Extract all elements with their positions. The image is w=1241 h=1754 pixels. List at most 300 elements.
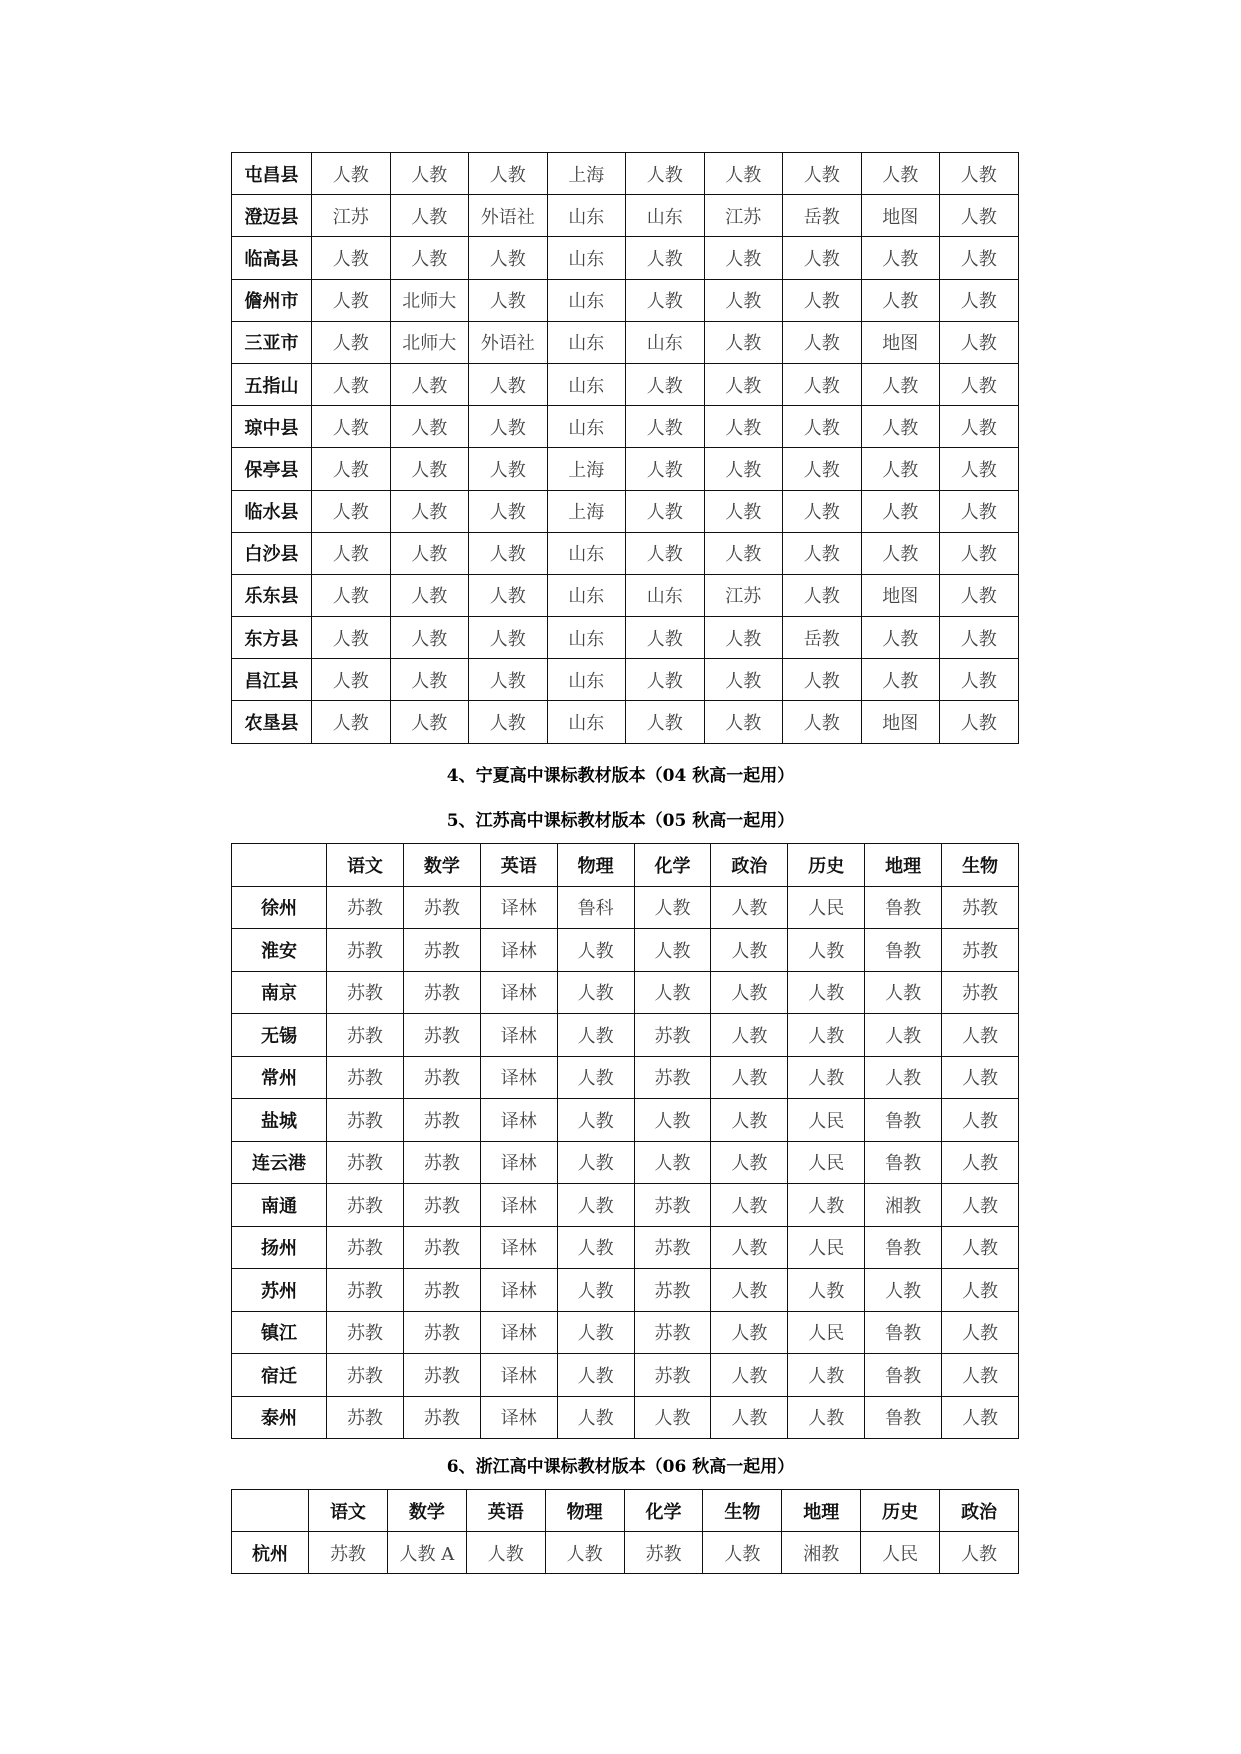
textbook-version-cell: 人教 <box>861 363 940 405</box>
section-heading-ningxia: 4、宁夏高中课标教材版本（04 秋高一起用） <box>446 766 795 786</box>
region-cell: 东方县 <box>232 617 312 659</box>
textbook-version-cell: 人教 <box>861 490 940 532</box>
textbook-version-cell: 鲁教 <box>865 1311 942 1354</box>
textbook-version-cell: 人民 <box>861 1532 940 1574</box>
textbook-version-cell: 人教 <box>788 1056 865 1099</box>
textbook-version-cell: 人教 <box>390 574 469 616</box>
table-row <box>232 971 1019 1014</box>
textbook-version-cell: 人教 <box>390 153 469 195</box>
textbook-version-cell: 人教 <box>783 532 862 574</box>
textbook-version-cell: 人民 <box>788 1311 865 1354</box>
textbook-version-cell: 山东 <box>547 237 626 279</box>
textbook-version-cell: 人教 <box>704 532 783 574</box>
textbook-version-cell: 译林 <box>480 971 557 1014</box>
textbook-version-cell: 人教 <box>469 153 548 195</box>
textbook-version-cell: 人教 <box>704 279 783 321</box>
table-row <box>232 1184 1019 1227</box>
region-cell: 保亭县 <box>232 448 312 490</box>
table-row <box>232 321 1019 363</box>
textbook-version-cell: 人教 <box>557 1184 634 1227</box>
region-cell: 淮安 <box>232 929 327 972</box>
textbook-version-cell: 人教 <box>788 1014 865 1057</box>
table-header-row <box>232 844 1019 887</box>
subject-header-cell: 物理 <box>545 1490 624 1532</box>
textbook-version-cell: 人教 <box>861 532 940 574</box>
table-row <box>232 448 1019 490</box>
textbook-version-cell: 人教 <box>861 448 940 490</box>
subject-header-cell: 生物 <box>703 1490 782 1532</box>
region-cell: 农垦县 <box>232 701 312 743</box>
textbook-version-cell: 人教 <box>634 1396 711 1439</box>
table-row <box>232 1532 1019 1574</box>
subject-header-cell: 历史 <box>861 1490 940 1532</box>
textbook-version-cell: 地图 <box>861 195 940 237</box>
subject-header-cell: 语文 <box>327 844 404 887</box>
textbook-version-cell: 苏教 <box>327 1311 404 1354</box>
textbook-version-cell: 人教 <box>390 617 469 659</box>
textbook-version-cell: 苏教 <box>634 1184 711 1227</box>
textbook-version-cell: 人教 <box>711 1396 788 1439</box>
textbook-version-cell: 人教 <box>940 490 1019 532</box>
textbook-version-cell: 译林 <box>480 1311 557 1354</box>
textbook-version-cell: 苏教 <box>403 1099 480 1142</box>
region-cell: 屯昌县 <box>232 153 312 195</box>
textbook-version-cell: 地图 <box>861 701 940 743</box>
textbook-version-cell: 人教 <box>312 617 391 659</box>
textbook-version-cell: 山东 <box>547 363 626 405</box>
table-row <box>232 237 1019 279</box>
textbook-version-cell: 人教 <box>783 659 862 701</box>
textbook-version-cell: 人教 <box>312 153 391 195</box>
region-cell: 镇江 <box>232 1311 327 1354</box>
textbook-version-cell: 译林 <box>480 1269 557 1312</box>
textbook-version-cell: 人教 <box>390 701 469 743</box>
textbook-version-cell: 人教 <box>788 971 865 1014</box>
table-row <box>232 363 1019 405</box>
textbook-version-cell: 人教 <box>312 279 391 321</box>
textbook-version-cell: 人教 <box>634 1099 711 1142</box>
textbook-version-cell: 人教 <box>940 448 1019 490</box>
table-row <box>232 1311 1019 1354</box>
textbook-version-cell: 人教 <box>634 886 711 929</box>
table-row <box>232 617 1019 659</box>
table-row <box>232 1396 1019 1439</box>
region-cell: 泰州 <box>232 1396 327 1439</box>
textbook-version-cell: 人教 <box>711 1014 788 1057</box>
textbook-version-cell: 人教 <box>557 1354 634 1397</box>
textbook-version-cell: 鲁教 <box>865 1226 942 1269</box>
textbook-version-cell: 人教 <box>312 490 391 532</box>
textbook-version-cell: 人教 <box>711 1184 788 1227</box>
textbook-version-cell: 人教 <box>711 1354 788 1397</box>
textbook-version-cell: 人教 <box>626 153 705 195</box>
textbook-version-cell: 人教 <box>788 1354 865 1397</box>
textbook-version-cell: 人教 <box>704 406 783 448</box>
textbook-version-cell: 人教 <box>940 532 1019 574</box>
textbook-version-cell: 人教 A <box>387 1532 466 1574</box>
textbook-version-cell: 苏教 <box>327 1141 404 1184</box>
textbook-version-cell: 人教 <box>861 406 940 448</box>
textbook-version-cell: 人教 <box>626 532 705 574</box>
textbook-version-cell: 鲁教 <box>865 1396 942 1439</box>
subject-header-cell: 历史 <box>788 844 865 887</box>
textbook-version-cell: 人教 <box>469 490 548 532</box>
textbook-version-cell: 人教 <box>940 363 1019 405</box>
textbook-version-cell: 人教 <box>711 1141 788 1184</box>
region-cell: 南通 <box>232 1184 327 1227</box>
textbook-version-cell: 苏教 <box>327 1056 404 1099</box>
textbook-version-cell: 人教 <box>942 1311 1019 1354</box>
textbook-version-cell: 人教 <box>704 321 783 363</box>
textbook-version-cell: 人教 <box>942 1269 1019 1312</box>
textbook-version-cell: 苏教 <box>309 1532 388 1574</box>
textbook-version-cell: 苏教 <box>327 886 404 929</box>
textbook-version-cell: 人教 <box>469 237 548 279</box>
textbook-version-cell: 人教 <box>626 406 705 448</box>
textbook-version-cell: 人教 <box>469 406 548 448</box>
textbook-version-cell: 人教 <box>704 153 783 195</box>
textbook-version-cell: 山东 <box>547 532 626 574</box>
textbook-version-cell: 人教 <box>469 574 548 616</box>
textbook-version-cell: 人教 <box>626 490 705 532</box>
textbook-version-cell: 人教 <box>626 617 705 659</box>
textbook-version-cell: 人教 <box>783 363 862 405</box>
textbook-version-cell: 人教 <box>557 971 634 1014</box>
textbook-version-cell: 人教 <box>469 279 548 321</box>
region-cell: 苏州 <box>232 1269 327 1312</box>
textbook-version-cell: 人教 <box>557 929 634 972</box>
region-cell: 临水县 <box>232 490 312 532</box>
textbook-version-cell: 苏教 <box>327 1396 404 1439</box>
table-row <box>232 153 1019 195</box>
hainan-textbook-table <box>231 152 1019 744</box>
table-row <box>232 574 1019 616</box>
textbook-version-cell: 人教 <box>557 1014 634 1057</box>
table-row <box>232 1014 1019 1057</box>
textbook-version-cell: 人教 <box>783 406 862 448</box>
region-cell: 杭州 <box>232 1532 309 1574</box>
textbook-version-cell: 苏教 <box>634 1311 711 1354</box>
textbook-version-cell: 译林 <box>480 1099 557 1142</box>
subject-header-cell: 英语 <box>466 1490 545 1532</box>
textbook-version-cell: 人教 <box>942 1099 1019 1142</box>
section-heading-jiangsu: 5、江苏高中课标教材版本（05 秋高一起用） <box>446 811 795 831</box>
region-cell: 无锡 <box>232 1014 327 1057</box>
textbook-version-cell: 人教 <box>942 1014 1019 1057</box>
textbook-version-cell: 鲁教 <box>865 929 942 972</box>
textbook-version-cell: 苏教 <box>403 1056 480 1099</box>
region-cell: 南京 <box>232 971 327 1014</box>
textbook-version-cell: 苏教 <box>634 1014 711 1057</box>
textbook-version-cell: 人教 <box>390 448 469 490</box>
textbook-version-cell: 人教 <box>703 1532 782 1574</box>
textbook-version-cell: 人教 <box>469 448 548 490</box>
textbook-version-cell: 人教 <box>626 659 705 701</box>
textbook-version-cell: 译林 <box>480 929 557 972</box>
table-row <box>232 406 1019 448</box>
subject-header-cell: 政治 <box>940 1490 1019 1532</box>
textbook-version-cell: 苏教 <box>403 1396 480 1439</box>
textbook-version-cell: 人民 <box>788 1099 865 1142</box>
table-row <box>232 1226 1019 1269</box>
table-row <box>232 195 1019 237</box>
textbook-version-cell: 江苏 <box>312 195 391 237</box>
textbook-version-cell: 人教 <box>390 237 469 279</box>
textbook-version-cell: 人教 <box>942 1226 1019 1269</box>
textbook-version-cell: 人教 <box>469 617 548 659</box>
textbook-version-cell: 人教 <box>466 1532 545 1574</box>
subject-header-cell: 语文 <box>309 1490 388 1532</box>
textbook-version-cell: 人民 <box>788 1226 865 1269</box>
textbook-version-cell: 苏教 <box>942 886 1019 929</box>
subject-header-cell: 地理 <box>782 1490 861 1532</box>
textbook-version-cell: 人教 <box>940 1532 1019 1574</box>
textbook-version-cell: 人教 <box>940 279 1019 321</box>
textbook-version-cell: 人教 <box>711 1226 788 1269</box>
table-row <box>232 1141 1019 1184</box>
subject-header-cell: 生物 <box>942 844 1019 887</box>
textbook-version-cell: 外语社 <box>469 195 548 237</box>
textbook-version-cell: 人教 <box>788 1184 865 1227</box>
textbook-version-cell: 译林 <box>480 1184 557 1227</box>
textbook-version-cell: 人教 <box>312 448 391 490</box>
textbook-version-cell: 人教 <box>942 1354 1019 1397</box>
textbook-version-cell: 人民 <box>788 886 865 929</box>
textbook-version-cell: 人教 <box>557 1141 634 1184</box>
textbook-version-cell: 人教 <box>940 237 1019 279</box>
region-cell: 徐州 <box>232 886 327 929</box>
textbook-version-cell: 苏教 <box>403 1014 480 1057</box>
textbook-version-cell: 人教 <box>940 406 1019 448</box>
textbook-version-cell: 人教 <box>312 237 391 279</box>
region-cell: 宿迁 <box>232 1354 327 1397</box>
textbook-version-cell: 人教 <box>557 1269 634 1312</box>
table-row <box>232 279 1019 321</box>
textbook-version-cell: 人教 <box>788 1396 865 1439</box>
table-row <box>232 701 1019 743</box>
textbook-version-cell: 上海 <box>547 490 626 532</box>
zhejiang-textbook-table <box>231 1489 1019 1574</box>
textbook-version-cell: 外语社 <box>469 321 548 363</box>
table-row <box>232 532 1019 574</box>
textbook-version-cell: 苏教 <box>327 1226 404 1269</box>
textbook-version-cell: 人教 <box>783 574 862 616</box>
textbook-version-cell: 苏教 <box>327 971 404 1014</box>
textbook-version-cell: 人教 <box>469 363 548 405</box>
textbook-version-cell: 人教 <box>861 659 940 701</box>
subject-header-cell: 数学 <box>403 844 480 887</box>
textbook-version-cell: 人教 <box>865 1269 942 1312</box>
textbook-version-cell: 鲁科 <box>557 886 634 929</box>
textbook-version-cell: 人教 <box>704 701 783 743</box>
textbook-version-cell: 人教 <box>783 321 862 363</box>
textbook-version-cell: 人教 <box>942 1056 1019 1099</box>
textbook-version-cell: 人教 <box>940 321 1019 363</box>
textbook-version-cell: 北师大 <box>390 279 469 321</box>
textbook-version-cell: 人教 <box>704 490 783 532</box>
textbook-version-cell: 人教 <box>704 448 783 490</box>
textbook-version-cell: 译林 <box>480 1014 557 1057</box>
subject-header-cell: 政治 <box>711 844 788 887</box>
subject-header-cell: 英语 <box>480 844 557 887</box>
textbook-version-cell: 山东 <box>547 659 626 701</box>
textbook-version-cell: 人教 <box>557 1396 634 1439</box>
textbook-version-cell: 人教 <box>469 659 548 701</box>
textbook-version-cell: 人教 <box>626 237 705 279</box>
textbook-version-cell: 人教 <box>390 532 469 574</box>
textbook-version-cell: 鲁教 <box>865 1099 942 1142</box>
textbook-version-cell: 人民 <box>788 1141 865 1184</box>
textbook-version-cell: 鲁教 <box>865 886 942 929</box>
textbook-version-cell: 人教 <box>942 1141 1019 1184</box>
textbook-version-cell: 人教 <box>390 195 469 237</box>
textbook-version-cell: 苏教 <box>634 1226 711 1269</box>
textbook-version-cell: 人教 <box>626 448 705 490</box>
textbook-version-cell: 人教 <box>634 929 711 972</box>
textbook-version-cell: 山东 <box>547 195 626 237</box>
header-corner-cell <box>232 844 327 887</box>
region-cell: 常州 <box>232 1056 327 1099</box>
textbook-version-cell: 人教 <box>557 1099 634 1142</box>
region-cell: 乐东县 <box>232 574 312 616</box>
textbook-version-cell: 人教 <box>312 574 391 616</box>
textbook-version-cell: 人教 <box>783 701 862 743</box>
textbook-version-cell: 苏教 <box>327 1354 404 1397</box>
textbook-version-cell: 人教 <box>626 363 705 405</box>
textbook-version-cell: 湘教 <box>865 1184 942 1227</box>
textbook-version-cell: 译林 <box>480 1056 557 1099</box>
textbook-version-cell: 山东 <box>626 321 705 363</box>
textbook-version-cell: 山东 <box>547 701 626 743</box>
region-cell: 昌江县 <box>232 659 312 701</box>
region-cell: 扬州 <box>232 1226 327 1269</box>
textbook-version-cell: 人教 <box>704 659 783 701</box>
textbook-version-cell: 上海 <box>547 448 626 490</box>
textbook-version-cell: 人教 <box>861 617 940 659</box>
textbook-version-cell: 人教 <box>711 1099 788 1142</box>
subject-header-cell: 数学 <box>387 1490 466 1532</box>
textbook-version-cell: 译林 <box>480 1354 557 1397</box>
textbook-version-cell: 译林 <box>480 1226 557 1269</box>
region-cell: 白沙县 <box>232 532 312 574</box>
textbook-version-cell: 人教 <box>390 363 469 405</box>
textbook-version-cell: 鲁教 <box>865 1141 942 1184</box>
textbook-version-cell: 江苏 <box>704 574 783 616</box>
textbook-version-cell: 人教 <box>940 195 1019 237</box>
textbook-version-cell: 山东 <box>547 617 626 659</box>
textbook-version-cell: 苏教 <box>403 1141 480 1184</box>
textbook-version-cell: 人教 <box>557 1311 634 1354</box>
textbook-version-cell: 山东 <box>626 195 705 237</box>
textbook-version-cell: 人教 <box>626 279 705 321</box>
table-row <box>232 1269 1019 1312</box>
textbook-version-cell: 人教 <box>788 1269 865 1312</box>
textbook-version-cell: 人教 <box>711 1311 788 1354</box>
table-row <box>232 1099 1019 1142</box>
region-cell: 盐城 <box>232 1099 327 1142</box>
textbook-version-cell: 人教 <box>783 279 862 321</box>
textbook-version-cell: 人教 <box>940 153 1019 195</box>
textbook-version-cell: 苏教 <box>403 1184 480 1227</box>
textbook-version-cell: 人教 <box>557 1056 634 1099</box>
textbook-version-cell: 山东 <box>547 574 626 616</box>
textbook-version-cell: 人教 <box>783 153 862 195</box>
textbook-version-cell: 人教 <box>861 153 940 195</box>
textbook-version-cell: 山东 <box>547 406 626 448</box>
textbook-version-cell: 苏教 <box>403 929 480 972</box>
textbook-version-cell: 人教 <box>557 1226 634 1269</box>
textbook-version-cell: 人教 <box>942 1184 1019 1227</box>
textbook-version-cell: 人教 <box>783 448 862 490</box>
textbook-version-cell: 人教 <box>312 406 391 448</box>
header-corner-cell <box>232 1490 309 1532</box>
textbook-version-cell: 人教 <box>940 659 1019 701</box>
textbook-version-cell: 人教 <box>711 971 788 1014</box>
textbook-version-cell: 人教 <box>390 659 469 701</box>
textbook-version-cell: 人教 <box>545 1532 624 1574</box>
region-cell: 儋州市 <box>232 279 312 321</box>
region-cell: 澄迈县 <box>232 195 312 237</box>
textbook-version-cell: 人教 <box>861 237 940 279</box>
subject-header-cell: 地理 <box>865 844 942 887</box>
textbook-version-cell: 北师大 <box>390 321 469 363</box>
textbook-version-cell: 人教 <box>704 617 783 659</box>
textbook-version-cell: 人教 <box>469 532 548 574</box>
textbook-version-cell: 苏教 <box>327 1099 404 1142</box>
subject-header-cell: 物理 <box>557 844 634 887</box>
textbook-version-cell: 湘教 <box>782 1532 861 1574</box>
textbook-version-cell: 苏教 <box>403 1269 480 1312</box>
textbook-version-cell: 人教 <box>865 1014 942 1057</box>
textbook-version-cell: 人教 <box>312 701 391 743</box>
textbook-version-cell: 人教 <box>634 971 711 1014</box>
textbook-version-cell: 人教 <box>312 659 391 701</box>
textbook-version-cell: 苏教 <box>634 1354 711 1397</box>
subject-header-cell: 化学 <box>624 1490 703 1532</box>
textbook-version-cell: 地图 <box>861 321 940 363</box>
textbook-version-cell: 山东 <box>626 574 705 616</box>
region-cell: 三亚市 <box>232 321 312 363</box>
textbook-version-cell: 山东 <box>547 321 626 363</box>
textbook-version-cell: 人教 <box>704 363 783 405</box>
textbook-version-cell: 苏教 <box>327 929 404 972</box>
textbook-version-cell: 译林 <box>480 886 557 929</box>
textbook-version-cell: 人教 <box>942 1396 1019 1439</box>
textbook-version-cell: 鲁教 <box>865 1354 942 1397</box>
region-cell: 临高县 <box>232 237 312 279</box>
textbook-version-cell: 苏教 <box>403 886 480 929</box>
textbook-version-cell: 人教 <box>865 1056 942 1099</box>
textbook-version-cell: 人教 <box>783 490 862 532</box>
textbook-version-cell: 苏教 <box>403 1354 480 1397</box>
textbook-version-cell: 译林 <box>480 1396 557 1439</box>
textbook-version-cell: 苏教 <box>942 929 1019 972</box>
textbook-version-cell: 人教 <box>312 363 391 405</box>
textbook-version-cell: 人教 <box>711 1269 788 1312</box>
textbook-version-cell: 人教 <box>711 1056 788 1099</box>
textbook-version-cell: 岳教 <box>783 617 862 659</box>
textbook-version-cell: 苏教 <box>634 1056 711 1099</box>
table-row <box>232 490 1019 532</box>
table-header-row <box>232 1490 1019 1532</box>
textbook-version-cell: 苏教 <box>942 971 1019 1014</box>
textbook-version-cell: 人教 <box>312 532 391 574</box>
textbook-version-cell: 人教 <box>626 701 705 743</box>
textbook-version-cell: 人教 <box>469 701 548 743</box>
textbook-version-cell: 人教 <box>783 237 862 279</box>
textbook-version-cell: 人教 <box>865 971 942 1014</box>
textbook-version-cell: 人教 <box>861 279 940 321</box>
